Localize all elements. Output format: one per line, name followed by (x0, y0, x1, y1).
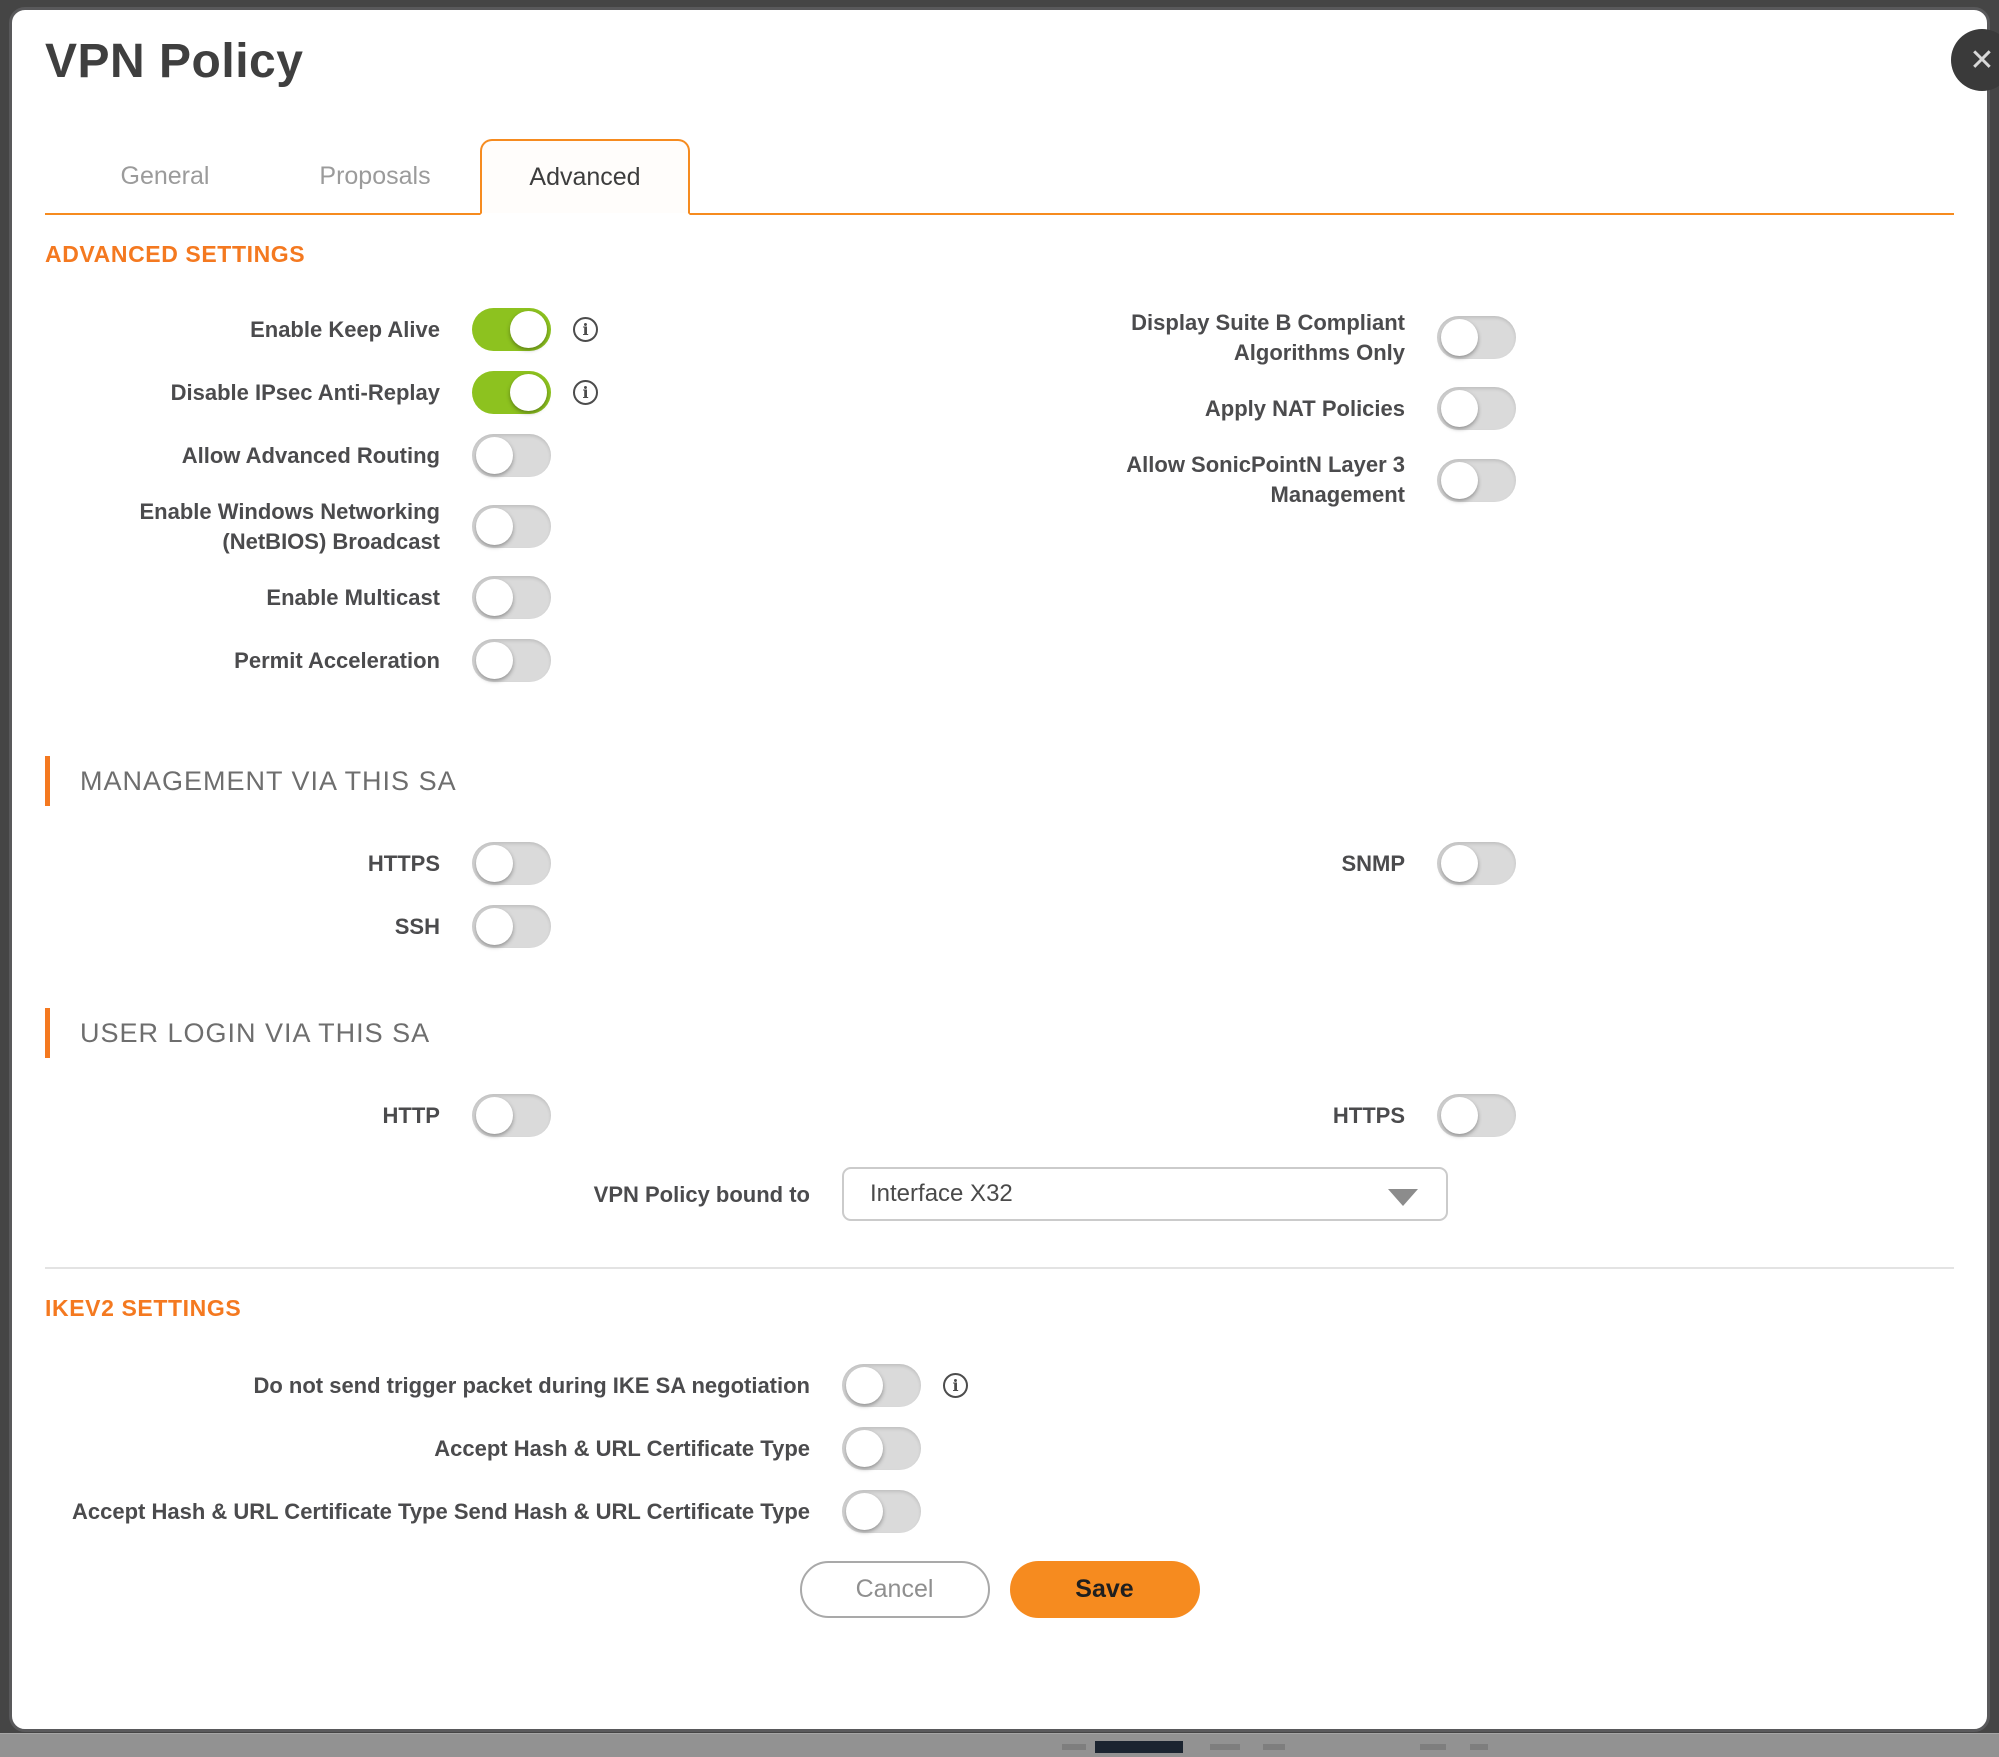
vpn-policy-dialog (9, 7, 1990, 1732)
management-left-column (45, 842, 685, 968)
vpn-policy-bound-row (45, 1167, 1954, 1221)
accept-hash-url-certificate-type-send-hash-url-certificate-type-label: Accept Hash & URL Certificate Type Send Hash & URL Certificate Type (72, 1499, 810, 1525)
tab-bar (45, 139, 1954, 215)
interface-dropdown[interactable] (842, 1167, 1448, 1221)
https-label: HTTPS (367, 851, 440, 877)
http-toggle[interactable] (472, 1094, 551, 1137)
toggle-knob (476, 579, 513, 616)
toggle-row (45, 639, 685, 682)
snmp-toggle[interactable] (1437, 842, 1516, 885)
info-icon[interactable]: i (573, 380, 598, 405)
toggle-knob (846, 1493, 883, 1530)
save-button[interactable]: Save (1010, 1561, 1200, 1618)
snmp-label: SNMP (1341, 851, 1405, 877)
section-divider (45, 1267, 1954, 1269)
toggle-row (860, 1094, 1516, 1137)
toggle-knob (1441, 462, 1478, 499)
toggle-row (860, 450, 1516, 509)
info-icon[interactable]: i (573, 317, 598, 342)
toggle-knob (476, 845, 513, 882)
ikev2-settings-section (45, 1364, 1954, 1533)
enable-keep-alive-toggle[interactable] (472, 308, 551, 351)
apply-nat-policies-label: Apply NAT Policies (1204, 396, 1405, 422)
toggle-row (45, 1490, 1954, 1533)
toggle-row (45, 576, 685, 619)
info-icon[interactable]: i (943, 1373, 968, 1398)
toggle-row (45, 371, 685, 414)
ssh-label: SSH (394, 914, 440, 940)
toggle-knob (510, 374, 547, 411)
enable-multicast-label: Enable Multicast (266, 585, 440, 611)
page-title: VPN Policy (45, 35, 304, 88)
toggle-knob (476, 508, 513, 545)
http-label: HTTP (382, 1103, 440, 1129)
allow-advanced-routing-toggle[interactable] (472, 434, 551, 477)
tab-general[interactable]: General (120, 161, 210, 190)
tab-proposals[interactable]: Proposals (319, 161, 431, 190)
footer-buttons (45, 1561, 1954, 1618)
permit-acceleration-label: Permit Acceleration (234, 648, 440, 674)
advanced-settings-heading: ADVANCED SETTINGS (45, 241, 306, 267)
cancel-button[interactable]: Cancel (800, 1561, 990, 1618)
toggle-knob (1441, 845, 1478, 882)
toggle-row (860, 308, 1516, 367)
chevron-down-icon (1388, 1189, 1418, 1206)
toggle-knob (510, 311, 547, 348)
ikev2-settings-heading: IKEV2 SETTINGS (45, 1295, 242, 1322)
management-section-header (45, 756, 1954, 806)
advanced-right-column (860, 308, 1516, 530)
user-login-right-column (860, 1094, 1516, 1157)
https-toggle[interactable] (472, 842, 551, 885)
user-login-section (45, 1094, 1954, 1157)
display-suite-b-compliant-algorithms-only-label: Display Suite B Compliant Algorithms Only (1131, 310, 1405, 365)
allow-sonicpointn-layer-3-management-toggle[interactable] (1437, 459, 1516, 502)
tab-advanced[interactable]: Advanced (480, 139, 690, 215)
toggle-row (860, 842, 1516, 885)
orange-bar (45, 1008, 50, 1058)
toggle-knob (846, 1430, 883, 1467)
interface-dropdown-value: Interface X32 (870, 1180, 1013, 1208)
apply-nat-policies-toggle[interactable] (1437, 387, 1516, 430)
background-dark-element (1095, 1741, 1183, 1753)
enable-windows-networking-netbios-broadcast-toggle[interactable] (472, 505, 551, 548)
toggle-knob (476, 437, 513, 474)
allow-sonicpointn-layer-3-management-label: Allow SonicPointN Layer 3 Management (1126, 452, 1405, 508)
user-login-left-column (45, 1094, 685, 1157)
toggle-row (45, 1094, 685, 1137)
enable-keep-alive-label: Enable Keep Alive (250, 316, 440, 342)
accept-hash-url-certificate-type-send-hash-url-certificate-type-toggle[interactable] (842, 1490, 921, 1533)
close-icon[interactable]: ✕ (1951, 29, 1999, 91)
vpn-policy-bound-label: VPN Policy bound to (593, 1181, 810, 1207)
toggle-row (45, 1364, 1954, 1407)
ssh-toggle[interactable] (472, 905, 551, 948)
management-right-column (860, 842, 1516, 905)
advanced-left-column (45, 308, 685, 702)
disable-ipsec-anti-replay-toggle[interactable] (472, 371, 551, 414)
toggle-row (45, 1427, 1954, 1470)
do-not-send-trigger-packet-during-ike-sa-negotiation-label: Do not send trigger packet during IKE SA negotiation (253, 1373, 810, 1399)
toggle-row (45, 308, 685, 351)
allow-advanced-routing-label: Allow Advanced Routing (181, 442, 440, 468)
advanced-settings-section (45, 308, 1954, 702)
toggle-knob (1441, 1097, 1478, 1134)
toggle-knob (476, 908, 513, 945)
https-toggle[interactable] (1437, 1094, 1516, 1137)
disable-ipsec-anti-replay-label: Disable IPsec Anti-Replay (170, 379, 440, 405)
toggle-row (45, 497, 685, 556)
accept-hash-url-certificate-type-toggle[interactable] (842, 1427, 921, 1470)
toggle-row (45, 434, 685, 477)
toggle-row (860, 387, 1516, 430)
orange-bar (45, 756, 50, 806)
management-section (45, 842, 1954, 968)
toggle-knob (1441, 390, 1478, 427)
toggle-knob (476, 642, 513, 679)
toggle-row (45, 842, 685, 885)
toggle-knob (1441, 319, 1478, 356)
https-label: HTTPS (1332, 1103, 1405, 1129)
user-login-section-header (45, 1008, 1954, 1058)
management-section-title: MANAGEMENT VIA THIS SA (80, 765, 457, 796)
enable-windows-networking-netbios-broadcast-label: Enable Windows Networking (NetBIOS) Broadcast (139, 499, 440, 554)
user-login-section-title: USER LOGIN VIA THIS SA (80, 1017, 431, 1048)
background-page-strip (0, 1733, 1999, 1757)
display-suite-b-compliant-algorithms-only-toggle[interactable] (1437, 316, 1516, 359)
toggle-knob (846, 1367, 883, 1404)
enable-multicast-toggle[interactable] (472, 576, 551, 619)
toggle-knob (476, 1097, 513, 1134)
toggle-row (45, 905, 685, 948)
accept-hash-url-certificate-type-label: Accept Hash & URL Certificate Type (434, 1436, 810, 1462)
permit-acceleration-toggle[interactable] (472, 639, 551, 682)
do-not-send-trigger-packet-during-ike-sa-negotiation-toggle[interactable] (842, 1364, 921, 1407)
